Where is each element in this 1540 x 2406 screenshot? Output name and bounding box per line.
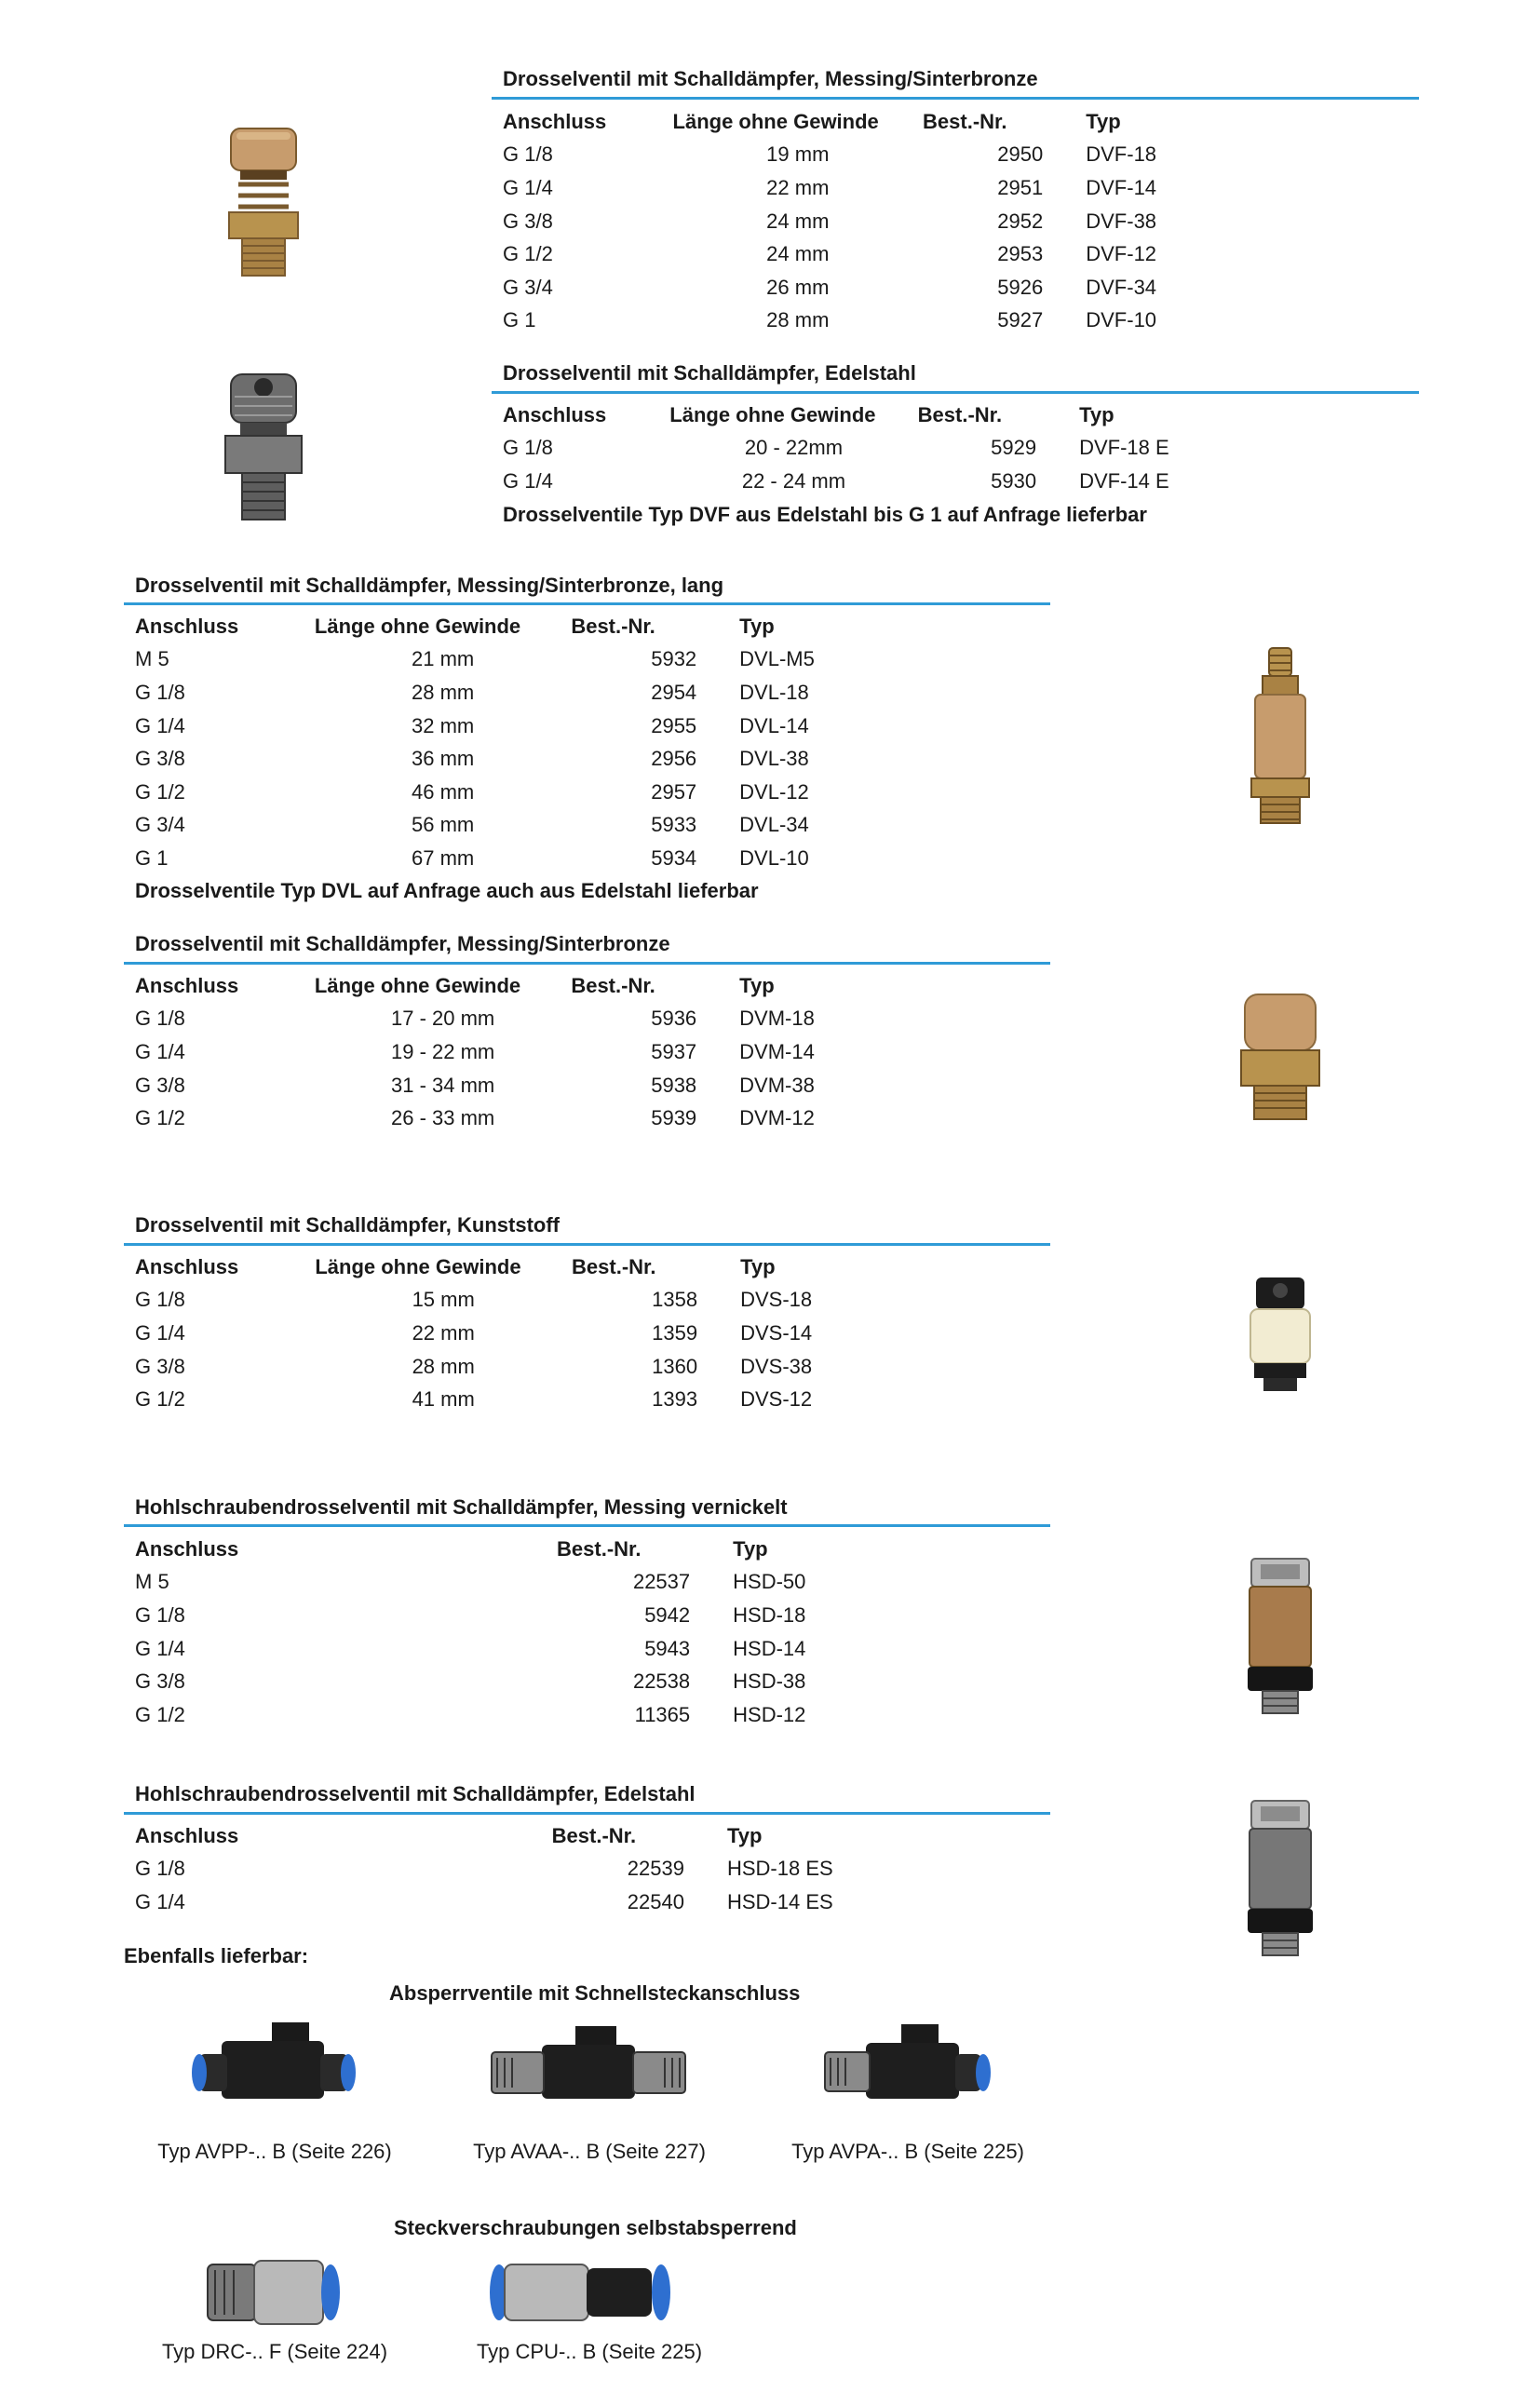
col-header-anschluss: Anschluss bbox=[503, 109, 607, 133]
table-hsd-edelstahl bbox=[135, 1819, 852, 1919]
cell-laenge: 41 mm bbox=[412, 1387, 475, 1412]
cell-typ: DVF-10 bbox=[1086, 308, 1157, 332]
product-image-cpu bbox=[484, 2251, 689, 2335]
table-row bbox=[135, 1350, 852, 1384]
col-header-laenge: Länge ohne Gewinde bbox=[315, 1254, 521, 1278]
col-header-typ: Typ bbox=[1079, 402, 1114, 426]
cell-bestnr: 22540 bbox=[627, 1889, 684, 1913]
cell-typ: DVS-18 bbox=[740, 1288, 813, 1312]
table-row bbox=[135, 710, 852, 743]
cell-laenge: 28 mm bbox=[412, 1354, 475, 1378]
table-dvf bbox=[503, 105, 1192, 337]
cell-anschluss: G 1/4 bbox=[135, 1039, 185, 1063]
col-header-anschluss: Anschluss bbox=[135, 1254, 239, 1278]
cell-bestnr: 1359 bbox=[652, 1320, 698, 1345]
product-image-dvm bbox=[1234, 987, 1327, 1127]
product-image-dvf-brass bbox=[212, 119, 315, 287]
cell-bestnr: 11365 bbox=[634, 1702, 691, 1726]
section-rule bbox=[124, 962, 1050, 965]
cell-typ: DVF-12 bbox=[1086, 242, 1157, 266]
cell-laenge: 17 - 20 mm bbox=[390, 1007, 495, 1031]
table-row bbox=[135, 676, 852, 710]
table-row bbox=[503, 205, 1192, 238]
table-row bbox=[135, 1003, 852, 1036]
table-row bbox=[135, 1284, 852, 1318]
table-row bbox=[135, 643, 852, 677]
section-title-dvm: Drosselventil mit Schalldämpfer, Messing/Sinterbronze bbox=[135, 932, 670, 955]
cell-laenge: 28 mm bbox=[412, 680, 475, 704]
cell-anschluss: G 1/4 bbox=[135, 1320, 185, 1345]
cell-bestnr: 22537 bbox=[632, 1570, 691, 1594]
cell-typ: DVM-18 bbox=[739, 1007, 815, 1031]
cell-typ: DVL-14 bbox=[739, 713, 809, 737]
cell-typ: DVF-34 bbox=[1086, 275, 1157, 299]
cell-anschluss: G 1/2 bbox=[135, 1702, 185, 1726]
cell-bestnr: 5930 bbox=[991, 468, 1037, 493]
table-header-row bbox=[135, 1819, 852, 1853]
col-header-anschluss: Anschluss bbox=[135, 614, 239, 638]
table-dvs bbox=[135, 1250, 852, 1416]
cell-typ: DVF-14 bbox=[1086, 175, 1157, 199]
cell-bestnr: 2955 bbox=[651, 713, 697, 737]
section-title-dvs: Drosselventil mit Schalldämpfer, Kunststoff bbox=[135, 1213, 560, 1237]
cell-anschluss: G 1/8 bbox=[135, 1602, 185, 1627]
table-row bbox=[135, 1566, 852, 1600]
cell-anschluss: G 1/2 bbox=[135, 1387, 185, 1412]
cell-anschluss: G 3/8 bbox=[135, 1073, 185, 1097]
also-available-group2-title: Steckverschraubungen selbstabsperrend bbox=[394, 2216, 797, 2239]
cell-bestnr: 2953 bbox=[997, 242, 1044, 266]
section-rule bbox=[124, 1243, 1050, 1246]
cell-anschluss: G 1/4 bbox=[135, 713, 185, 737]
cell-laenge: 22 mm bbox=[766, 175, 830, 199]
cell-bestnr: 5938 bbox=[651, 1073, 697, 1097]
table-row bbox=[135, 1383, 852, 1416]
caption-drc: Typ DRC-.. F (Seite 224) bbox=[161, 2340, 388, 2363]
cell-anschluss: M 5 bbox=[135, 647, 169, 671]
cell-anschluss: G 1/4 bbox=[503, 468, 553, 493]
cell-anschluss: G 1/8 bbox=[135, 1007, 185, 1031]
table-row bbox=[135, 1886, 852, 1919]
note-dvf-edelstahl: Drosselventile Typ DVF aus Edelstahl bis G 1 auf Anfrage lieferbar bbox=[503, 503, 1147, 526]
table-row bbox=[135, 1698, 852, 1732]
cell-bestnr: 22538 bbox=[632, 1669, 691, 1694]
cell-typ: HSD-12 bbox=[733, 1702, 806, 1726]
col-header-bestnr: Best.-Nr. bbox=[571, 973, 655, 997]
cell-bestnr: 5927 bbox=[997, 308, 1044, 332]
cell-typ: DVL-12 bbox=[739, 779, 809, 804]
cell-laenge: 56 mm bbox=[412, 813, 475, 837]
cell-bestnr: 22539 bbox=[627, 1857, 684, 1881]
table-row bbox=[503, 432, 1192, 466]
cell-typ: HSD-50 bbox=[733, 1570, 806, 1594]
col-header-typ: Typ bbox=[739, 614, 775, 638]
product-image-dvs bbox=[1243, 1274, 1317, 1395]
table-hsd bbox=[135, 1533, 852, 1732]
table-row bbox=[503, 465, 1192, 498]
cell-laenge: 32 mm bbox=[412, 713, 475, 737]
cell-anschluss: G 1/4 bbox=[135, 1889, 185, 1913]
cell-typ: DVL-M5 bbox=[739, 647, 815, 671]
table-header-row bbox=[135, 969, 852, 1003]
table-row bbox=[135, 1632, 852, 1666]
cell-laenge: 24 mm bbox=[766, 209, 830, 233]
table-row bbox=[135, 742, 852, 776]
table-header-row bbox=[135, 1533, 852, 1566]
table-row bbox=[135, 1599, 852, 1632]
note-dvl: Drosselventile Typ DVL auf Anfrage auch aus Edelstahl lieferbar bbox=[135, 879, 759, 902]
cell-anschluss: G 3/8 bbox=[135, 1354, 185, 1378]
product-image-hsd bbox=[1238, 1553, 1322, 1721]
cell-bestnr: 5933 bbox=[651, 813, 697, 837]
cell-laenge: 15 mm bbox=[412, 1288, 475, 1312]
cell-anschluss: G 1/2 bbox=[135, 779, 185, 804]
table-header-row bbox=[135, 1250, 852, 1284]
cell-anschluss: G 1 bbox=[503, 308, 536, 332]
cell-bestnr: 2957 bbox=[651, 779, 697, 804]
cell-typ: DVS-38 bbox=[740, 1354, 813, 1378]
cell-typ: DVF-38 bbox=[1086, 209, 1157, 233]
product-image-dvf-steel bbox=[212, 369, 315, 532]
cell-bestnr: 5936 bbox=[651, 1007, 697, 1031]
cell-typ: DVF-18 E bbox=[1079, 436, 1169, 460]
cell-laenge: 67 mm bbox=[412, 845, 475, 870]
cell-anschluss: G 1/8 bbox=[135, 1857, 185, 1881]
cell-typ: DVM-38 bbox=[739, 1073, 815, 1097]
cell-typ: DVL-10 bbox=[739, 845, 809, 870]
also-available-heading: Ebenfalls lieferbar: bbox=[124, 1944, 309, 1967]
table-dvm bbox=[135, 969, 852, 1135]
table-header-row bbox=[503, 105, 1192, 139]
cell-laenge: 46 mm bbox=[412, 779, 475, 804]
cell-typ: DVL-18 bbox=[739, 680, 809, 704]
cell-anschluss: G 1/8 bbox=[503, 142, 553, 167]
caption-avpa: Typ AVPA-.. B (Seite 225) bbox=[791, 2140, 1024, 2163]
cell-bestnr: 1358 bbox=[652, 1288, 698, 1312]
cell-typ: DVS-14 bbox=[740, 1320, 813, 1345]
cell-bestnr: 2951 bbox=[997, 175, 1044, 199]
cell-anschluss: G 3/4 bbox=[503, 275, 553, 299]
cell-bestnr: 5942 bbox=[644, 1602, 691, 1627]
col-header-bestnr: Best.-Nr. bbox=[557, 1536, 642, 1561]
cell-laenge: 36 mm bbox=[412, 747, 475, 771]
product-image-hsd-edelstahl bbox=[1238, 1795, 1322, 1963]
cell-laenge: 28 mm bbox=[766, 308, 830, 332]
cell-typ: HSD-14 ES bbox=[726, 1889, 833, 1913]
cell-bestnr: 5939 bbox=[651, 1106, 697, 1130]
col-header-bestnr: Best.-Nr. bbox=[572, 1254, 656, 1278]
product-image-avaa bbox=[484, 2021, 689, 2123]
col-header-typ: Typ bbox=[740, 1254, 776, 1278]
cell-anschluss: G 1/8 bbox=[135, 1288, 185, 1312]
table-row bbox=[503, 304, 1192, 338]
section-title-dvf: Drosselventil mit Schalldämpfer, Messing/Sinterbronze bbox=[503, 67, 1038, 90]
col-header-anschluss: Anschluss bbox=[135, 1536, 239, 1561]
cell-bestnr: 5929 bbox=[991, 436, 1037, 460]
section-rule bbox=[492, 97, 1419, 100]
col-header-typ: Typ bbox=[726, 1823, 763, 1847]
cell-bestnr: 1393 bbox=[652, 1387, 698, 1412]
cell-laenge: 31 - 34 mm bbox=[390, 1073, 495, 1097]
section-rule bbox=[124, 1812, 1050, 1815]
section-rule bbox=[124, 602, 1050, 605]
cell-bestnr: 5932 bbox=[651, 647, 697, 671]
cell-typ: DVL-34 bbox=[739, 813, 809, 837]
cell-laenge: 21 mm bbox=[412, 647, 475, 671]
col-header-anschluss: Anschluss bbox=[135, 1823, 239, 1847]
section-title-dvf-edelstahl: Drosselventil mit Schalldämpfer, Edelstahl bbox=[503, 361, 916, 385]
table-row bbox=[135, 1853, 852, 1886]
cell-anschluss: G 3/8 bbox=[135, 747, 185, 771]
cell-typ: HSD-18 ES bbox=[726, 1857, 833, 1881]
also-available-group1-title: Absperrventile mit Schnellsteckanschluss bbox=[389, 1981, 801, 2005]
section-title-hsd-edelstahl: Hohlschraubendrosselventil mit Schalldämpfer, Edelstahl bbox=[135, 1782, 696, 1805]
caption-cpu: Typ CPU-.. B (Seite 225) bbox=[476, 2340, 703, 2363]
section-title-hsd: Hohlschraubendrosselventil mit Schalldämpfer, Messing vernickelt bbox=[135, 1495, 788, 1519]
section-title-dvl: Drosselventil mit Schalldämpfer, Messing/Sinterbronze, lang bbox=[135, 574, 724, 597]
col-header-anschluss: Anschluss bbox=[503, 402, 607, 426]
cell-anschluss: G 1/2 bbox=[135, 1106, 185, 1130]
cell-anschluss: G 1/8 bbox=[135, 680, 185, 704]
cell-typ: DVS-12 bbox=[740, 1387, 813, 1412]
table-row bbox=[135, 1102, 852, 1135]
col-header-bestnr: Best.-Nr. bbox=[551, 1823, 637, 1847]
cell-anschluss: G 3/8 bbox=[503, 209, 553, 233]
cell-bestnr: 5934 bbox=[651, 845, 697, 870]
product-image-drc bbox=[200, 2251, 349, 2335]
product-image-dvl bbox=[1238, 644, 1322, 831]
cell-bestnr: 2952 bbox=[997, 209, 1044, 233]
table-row bbox=[135, 1665, 852, 1698]
table-row bbox=[503, 237, 1192, 271]
cell-bestnr: 5926 bbox=[997, 275, 1044, 299]
cell-anschluss: G 3/8 bbox=[135, 1669, 185, 1694]
cell-typ: DVL-38 bbox=[739, 747, 809, 771]
cell-anschluss: G 1/8 bbox=[503, 436, 553, 460]
cell-anschluss: G 3/4 bbox=[135, 813, 185, 837]
col-header-bestnr: Best.-Nr. bbox=[571, 614, 655, 638]
cell-typ: DVF-14 E bbox=[1079, 468, 1169, 493]
section-rule bbox=[124, 1524, 1050, 1527]
col-header-bestnr: Best.-Nr. bbox=[917, 402, 1003, 426]
cell-bestnr: 5943 bbox=[644, 1636, 691, 1660]
caption-avaa: Typ AVAA-.. B (Seite 227) bbox=[473, 2140, 706, 2163]
cell-laenge: 26 - 33 mm bbox=[390, 1106, 495, 1130]
product-image-avpp bbox=[186, 2017, 354, 2119]
cell-bestnr: 2956 bbox=[651, 747, 697, 771]
cell-laenge: 19 - 22 mm bbox=[390, 1039, 495, 1063]
cell-typ: DVM-12 bbox=[739, 1106, 815, 1130]
cell-anschluss: G 1/4 bbox=[135, 1636, 185, 1660]
cell-laenge: 22 mm bbox=[412, 1320, 475, 1345]
cell-anschluss: G 1 bbox=[135, 845, 169, 870]
table-header-row bbox=[135, 610, 852, 643]
table-row bbox=[135, 1317, 852, 1350]
table-row bbox=[135, 842, 852, 875]
col-header-typ: Typ bbox=[733, 1536, 768, 1561]
col-header-typ: Typ bbox=[739, 973, 775, 997]
table-row bbox=[135, 776, 852, 809]
cell-bestnr: 5937 bbox=[651, 1039, 697, 1063]
col-header-laenge: Länge ohne Gewinde bbox=[314, 973, 521, 997]
col-header-anschluss: Anschluss bbox=[135, 973, 239, 997]
table-row bbox=[135, 809, 852, 843]
col-header-typ: Typ bbox=[1086, 109, 1121, 133]
col-header-bestnr: Best.-Nr. bbox=[923, 109, 1007, 133]
table-dvf-edelstahl bbox=[503, 399, 1192, 498]
cell-bestnr: 2954 bbox=[651, 680, 697, 704]
caption-avpp: Typ AVPP-.. B (Seite 226) bbox=[157, 2140, 392, 2163]
col-header-laenge: Länge ohne Gewinde bbox=[672, 109, 879, 133]
cell-anschluss: G 1/2 bbox=[503, 242, 553, 266]
table-row bbox=[135, 1069, 852, 1102]
cell-laenge: 24 mm bbox=[766, 242, 830, 266]
cell-typ: DVF-18 bbox=[1086, 142, 1157, 167]
cell-typ: DVM-14 bbox=[739, 1039, 815, 1063]
cell-bestnr: 1360 bbox=[652, 1354, 698, 1378]
cell-anschluss: G 1/4 bbox=[503, 175, 553, 199]
cell-typ: HSD-18 bbox=[733, 1602, 806, 1627]
table-row bbox=[503, 139, 1192, 172]
cell-typ: HSD-14 bbox=[733, 1636, 806, 1660]
col-header-laenge: Länge ohne Gewinde bbox=[314, 614, 521, 638]
cell-laenge: 19 mm bbox=[766, 142, 830, 167]
cell-laenge: 20 - 22mm bbox=[744, 436, 844, 460]
cell-laenge: 26 mm bbox=[766, 275, 830, 299]
table-row bbox=[503, 271, 1192, 304]
table-row bbox=[135, 1035, 852, 1069]
cell-anschluss: M 5 bbox=[135, 1570, 169, 1594]
cell-typ: HSD-38 bbox=[733, 1669, 806, 1694]
table-row bbox=[503, 171, 1192, 205]
cell-laenge: 22 - 24 mm bbox=[741, 468, 846, 493]
table-dvl bbox=[135, 610, 852, 875]
table-header-row bbox=[503, 399, 1192, 432]
section-rule bbox=[492, 391, 1419, 394]
product-image-avpa bbox=[819, 2019, 996, 2121]
col-header-laenge: Länge ohne Gewinde bbox=[669, 402, 876, 426]
cell-bestnr: 2950 bbox=[997, 142, 1044, 167]
